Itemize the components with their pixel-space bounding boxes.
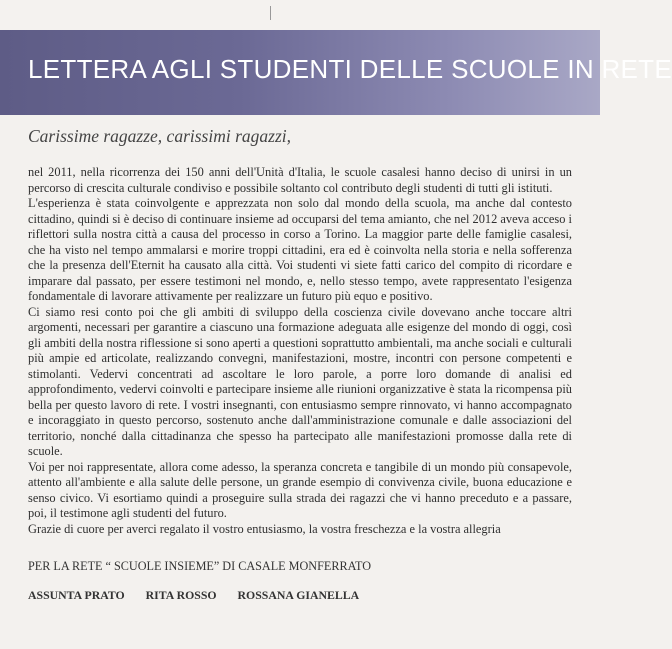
network-signature: PER LA RETE “ SCUOLE INSIEME” DI CASALE MONFERRATO — [28, 559, 372, 573]
page-title: LETTERA AGLI STUDENTI DELLE SCUOLE IN RETE — [28, 54, 672, 84]
print-mark — [270, 6, 271, 20]
signatory-name: ASSUNTA PRATO — [28, 588, 125, 602]
signatory-name: RITA ROSSO — [145, 588, 217, 602]
paragraph-5: Grazie di cuore per averci regalato il vostro entusiasmo, la vostra freschezza e la vostra allegria — [28, 521, 501, 536]
letter-body — [28, 165, 572, 537]
paragraph-1: nel 2011, nella ricorrenza dei 150 anni dell'Unità d'Italia, le scuole casalesi hanno deciso di unirsi in un percorso di crescita culturale condiviso e possibile soltanto col contributo degli studenti di tutti gli istituti. — [28, 165, 572, 195]
paragraph-2: L'esperienza è stata coinvolgente e apprezzata non solo dal mondo della scuola, ma anche dal contesto cittadino, quindi si è deciso di continuare insieme ad occuparsi del tema amianto, che nel 2012 aveva acceso i riflettori sulla nostra città a causa del processo in corso a Torino. La maggior parte delle famiglie casalesi, che ha visto nel tempo ammalarsi e morire troppi cittadini, era ed è coinvolta nella storia e nella sofferenza che la presenza dell'Eternit ha causato alla città. Voi studenti vi siete fatti carico del compito di ricordare e imparare dal passato, per essere testimoni nel mondo, e, nello stesso tempo, avete rappresentato l'esigenza fondamentale di lavorare attivamente per realizzare un futuro più equo e positivo. — [28, 196, 572, 303]
signatory-name: ROSSANA GIANELLA — [237, 588, 360, 602]
paragraph-3: Ci siamo resi conto poi che gli ambiti di sviluppo della coscienza civile dovevano anche toccare altri argomenti, necessari per garantire a ciascuno una formazione adeguata alle esigenze del mondo di oggi, così gli ambiti della nostra riflessione si sono aperti a questioni soprattutto ambientali, ma anche sociali e culturali più ampie ed articolate, realizzando convegni, manifestazioni, mostre, incontri con persone competenti e stimolanti. Vedervi concentrati ad ascoltare le loro parole, a porre loro domande di analisi ed approfondimento, vedervi coinvolti e partecipare insieme alle riunioni organizzative è stata la ricompensa più bella per questo lavoro di rete. I vostri insegnanti, con entusiasmo sempre rinnovato, vi hanno accompagnato e incoraggiato in questo percorso, sostenuto anche dall'amministrazione comunale e dalle associazioni del territorio, nonché dalla cittadinanza che spesso ha partecipato alle manifestazioni promosse dalla rete di scuole. — [28, 304, 572, 458]
page-top-margin — [0, 0, 600, 30]
signatories — [28, 588, 377, 603]
paragraph-4: Voi per noi rappresentate, allora come adesso, la speranza concreta e tangibile di un mondo più consapevole, attento all'ambiente e alla salute delle persone, un grande esempio di convivenza civile, buona educazione e senso civico. Vi esortiamo quindi a proseguire sulla strada dei ragazzi che vi hanno preceduto e a passare, poi, il testimone agli studenti del futuro. — [28, 459, 572, 520]
salutation: Carissime ragazze, carissimi ragazzi, — [28, 126, 292, 146]
